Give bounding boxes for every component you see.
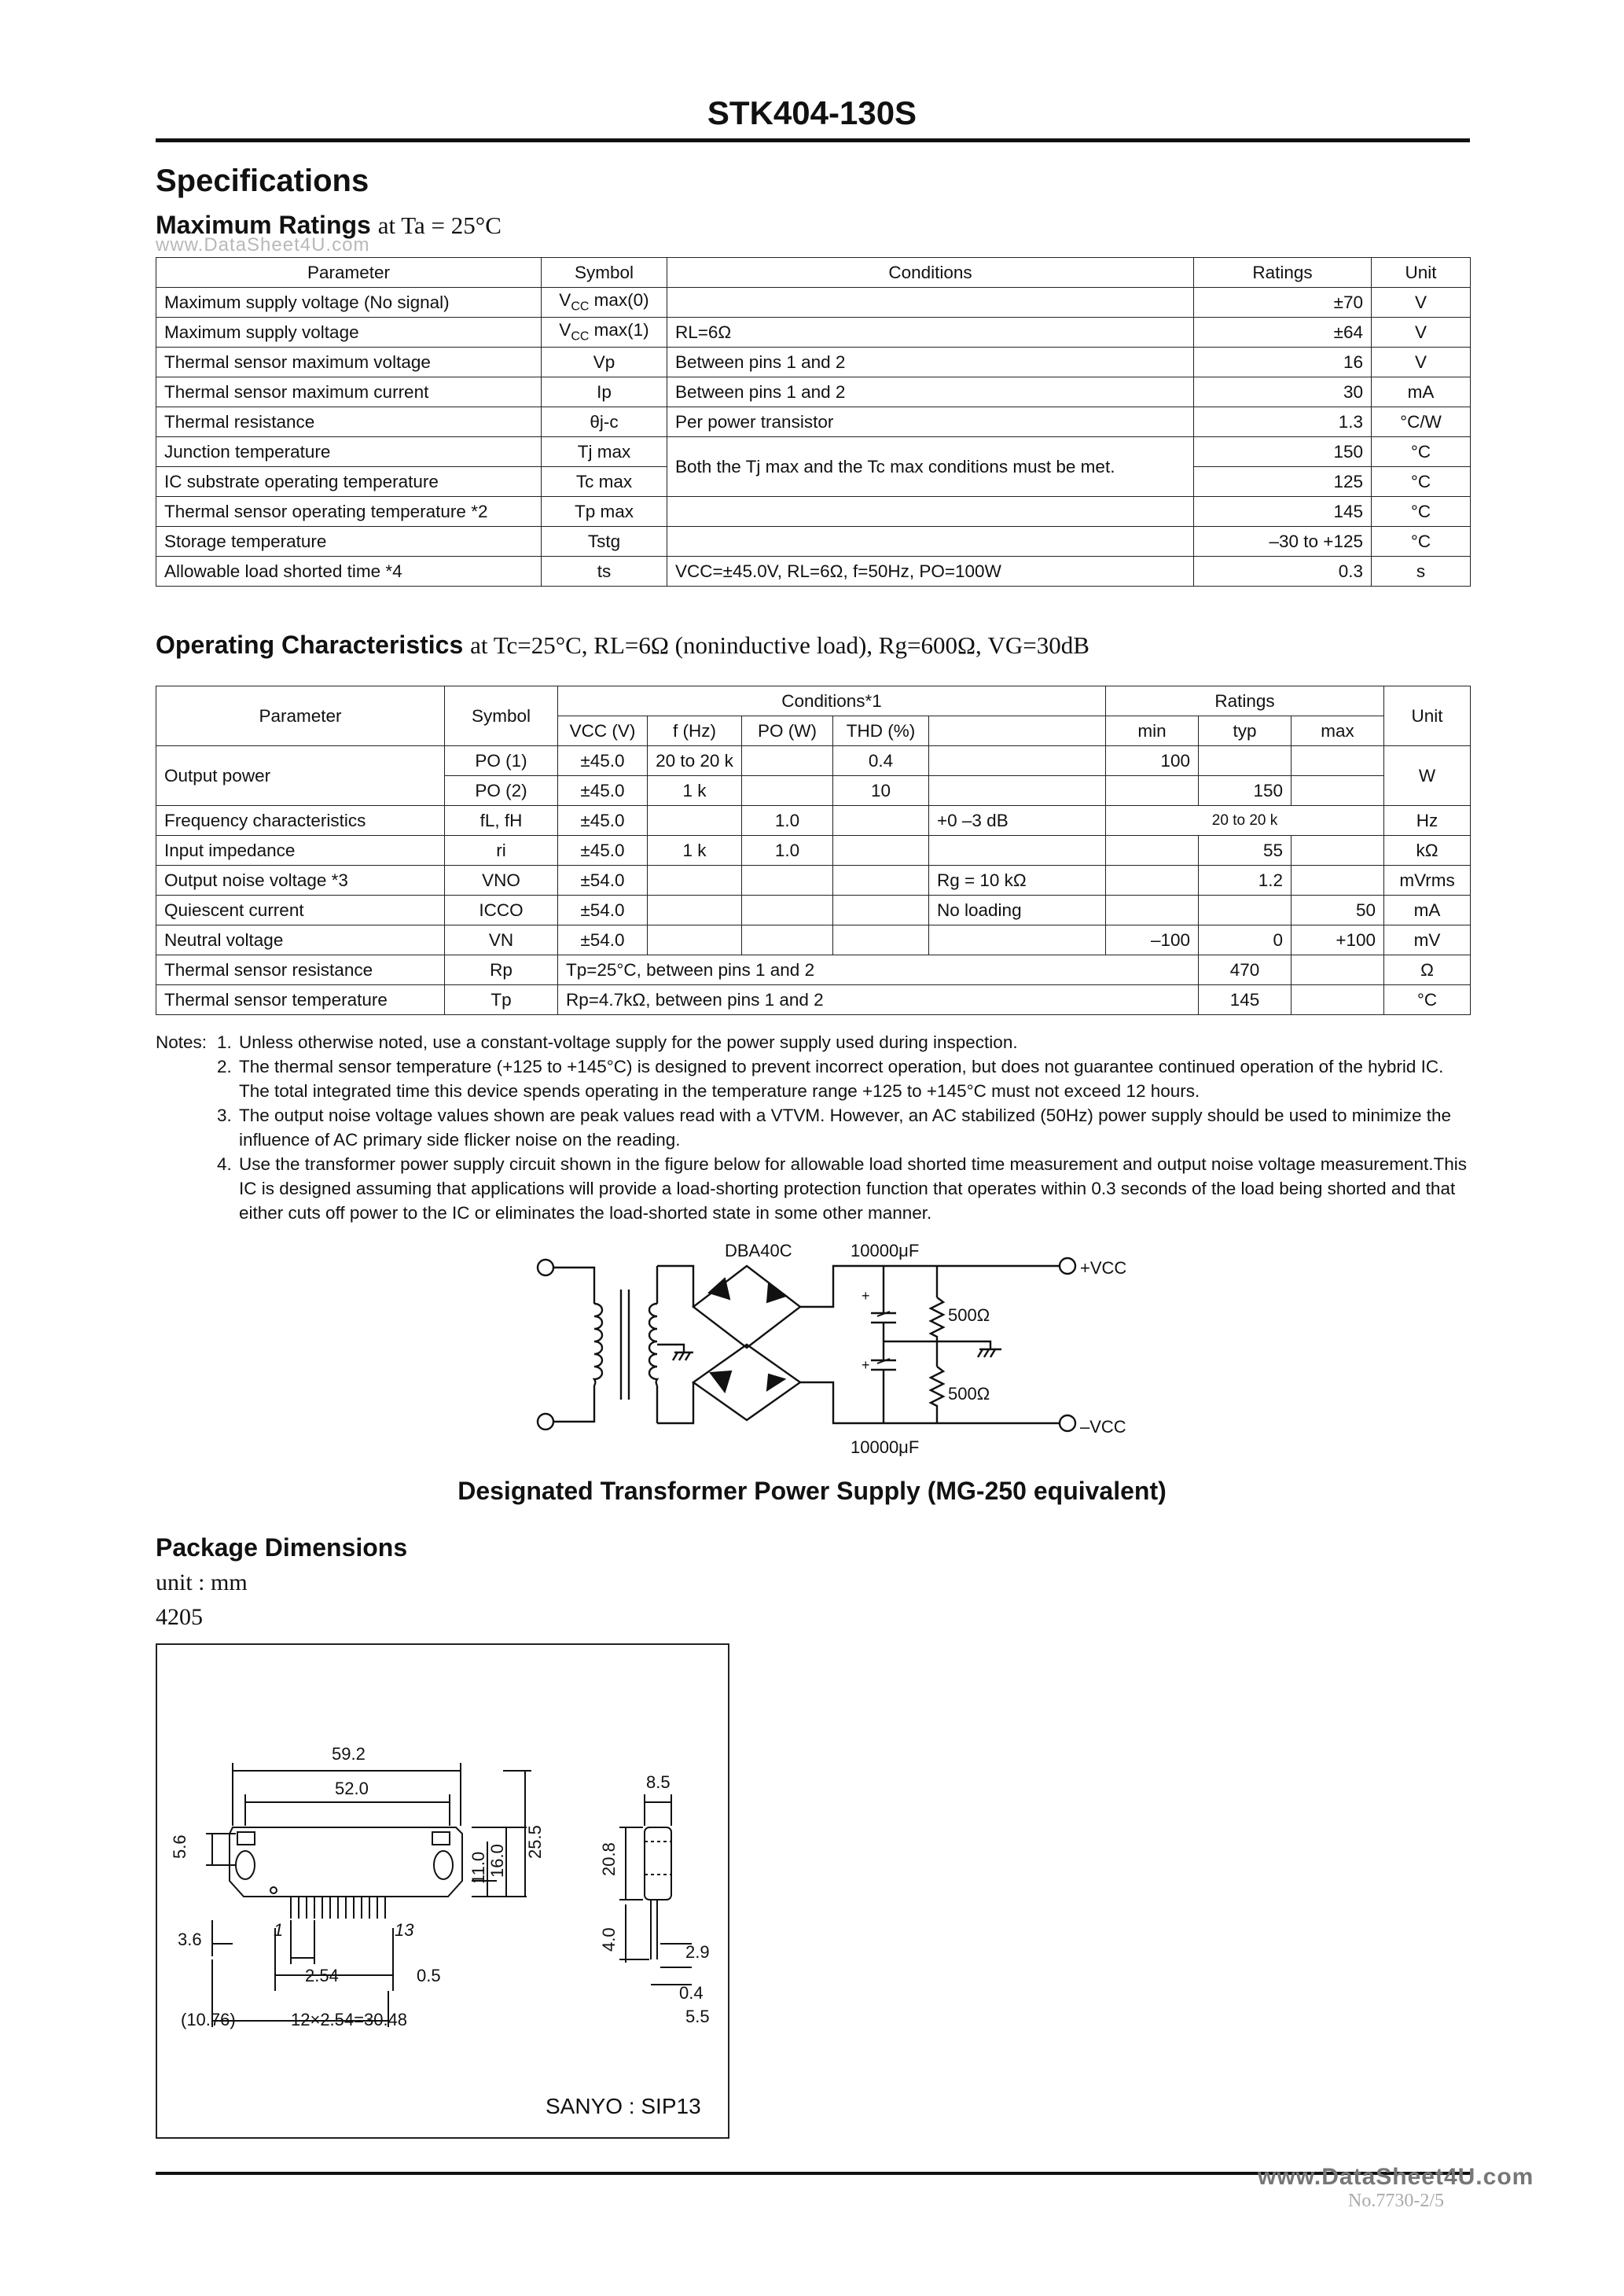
col-header-thd: THD (%)	[833, 716, 929, 746]
cell-max	[1291, 985, 1384, 1015]
cell-conditions	[667, 497, 1194, 527]
dim-label: 12×2.54=30.48	[291, 2010, 408, 2029]
cell-symbol	[542, 348, 667, 377]
cell-po	[742, 896, 833, 925]
note-text: Use the transformer power supply circuit shown in the figure below for allowable load shorted time measurement and output noise voltage measurement.This IC is designed assuming that applications will provide a load-shorting protection function that operates within 0.3 seconds of the load being shorted and that either cuts off power to the IC or eliminates the load-shorted state in some other manner.	[239, 1154, 1468, 1223]
cell-symbol: ri	[445, 836, 558, 866]
cell-thd	[833, 896, 929, 925]
cell-vcc: ±45.0	[558, 836, 648, 866]
note-text: The output noise voltage values shown are peak values read with a VTVM. However, an AC stabilized (50Hz) power supply should be used to minimize the influence of AC primary side flicker noise on the reading.	[239, 1106, 1452, 1150]
cell-unit: °C	[1372, 527, 1471, 557]
table-row	[156, 497, 1471, 527]
col-header-unit: Unit	[1384, 686, 1471, 746]
symbol-main: V	[559, 320, 571, 340]
dim-label: 5.6	[170, 1834, 189, 1859]
cell-symbol	[542, 437, 667, 467]
watermark-text: www.DataSheet4U.com	[156, 234, 370, 256]
cell-vcc: ±54.0	[558, 896, 648, 925]
cell-unit: Hz	[1384, 806, 1471, 836]
cell-parameter: Output noise voltage *3	[156, 866, 445, 896]
part-number-title: STK404-130S	[707, 94, 917, 131]
note-indent	[156, 1152, 217, 1225]
table-row	[156, 836, 1471, 866]
table-row	[156, 527, 1471, 557]
cell-conditions: Tp=25°C, between pins 1 and 2	[558, 955, 1199, 985]
ac-input-terminal	[538, 1414, 553, 1429]
cell-symbol: PO (2)	[445, 776, 558, 806]
package-name: SANYO : SIP13	[546, 2094, 701, 2118]
table-header-row	[156, 686, 1471, 716]
dim-label: (10.76)	[181, 2010, 236, 2029]
document-number: No.7730-2/5	[1348, 2191, 1444, 2211]
cell-symbol: PO (1)	[445, 746, 558, 776]
cell-unit: °C	[1372, 497, 1471, 527]
cell-min: 100	[1106, 746, 1199, 776]
cell-rating: 150	[1194, 437, 1372, 467]
col-header-unit: Unit	[1372, 258, 1471, 288]
cell-extra-condition: +0 –3 dB	[929, 806, 1106, 836]
cell-parameter: IC substrate operating temperature	[156, 467, 542, 497]
cell-po	[742, 866, 833, 896]
cell-vcc: ±45.0	[558, 746, 648, 776]
table-row	[156, 318, 1471, 348]
cell-conditions: Between pins 1 and 2	[667, 377, 1194, 407]
cell-symbol: VNO	[445, 866, 558, 896]
cell-typ: 150	[1199, 776, 1291, 806]
col-header-conditions: Conditions*1	[558, 686, 1106, 716]
symbol-main: V	[559, 290, 571, 311]
note-item	[156, 1030, 1476, 1054]
cell-parameter: Frequency characteristics	[156, 806, 445, 836]
res-top-label: 500Ω	[948, 1305, 990, 1325]
op-char-condition: at Tc=25°C, RL=6Ω (noninductive load), Rg=600Ω, VG=30dB	[470, 631, 1089, 659]
cell-f	[648, 925, 742, 955]
cell-f	[648, 896, 742, 925]
table-row	[156, 925, 1471, 955]
cap-top-label: 10000μF	[851, 1241, 920, 1260]
cell-parameter: Input impedance	[156, 836, 445, 866]
col-header-po: PO (W)	[742, 716, 833, 746]
cap-polarity-plus: +	[862, 1357, 870, 1373]
symbol-main: θj-c	[590, 411, 619, 432]
cell-min: –100	[1106, 925, 1199, 955]
col-header-parameter: Parameter	[156, 686, 445, 746]
pin-label: 13	[395, 1920, 414, 1940]
table-row	[156, 866, 1471, 896]
op-char-heading	[156, 631, 1089, 660]
cell-parameter: Thermal resistance	[156, 407, 542, 437]
symbol-main: Tstg	[587, 531, 621, 551]
col-header-parameter: Parameter	[156, 258, 542, 288]
cell-typ: 20 to 20 k	[1106, 806, 1384, 836]
dim-label: 5.5	[685, 2007, 710, 2026]
cell-symbol	[542, 527, 667, 557]
cell-thd: 10	[833, 776, 929, 806]
cell-min	[1106, 836, 1199, 866]
cell-parameter: Thermal sensor resistance	[156, 955, 445, 985]
cell-max: 50	[1291, 896, 1384, 925]
cell-min	[1106, 866, 1199, 896]
note-text: The thermal sensor temperature (+125 to +145°C) is designed to prevent incorrect operation, but does not guarantee continued operation of the hybrid IC. The total integrated time this device spends operating in the temperature range +125 to +145°C must not exceed 12 hours.	[239, 1057, 1444, 1101]
cell-parameter: Junction temperature	[156, 437, 542, 467]
col-header-conditions: Conditions	[667, 258, 1194, 288]
cell-f	[648, 806, 742, 836]
symbol-suffix: max(1)	[589, 320, 649, 340]
notes-label: Notes:	[156, 1032, 208, 1052]
res-bottom-label: 500Ω	[948, 1384, 990, 1404]
cell-parameter: Thermal sensor operating temperature *2	[156, 497, 542, 527]
cell-extra-condition: No loading	[929, 896, 1106, 925]
symbol-suffix: max(0)	[589, 290, 649, 311]
note-item	[156, 1152, 1476, 1225]
cell-symbol	[542, 497, 667, 527]
package-drawing-frame	[156, 1643, 729, 2139]
cell-extra-condition	[929, 746, 1106, 776]
cell-unit: °C/W	[1372, 407, 1471, 437]
cell-conditions	[667, 527, 1194, 557]
dim-label: 52.0	[335, 1779, 369, 1798]
cell-unit: V	[1372, 348, 1471, 377]
cell-symbol	[542, 407, 667, 437]
dim-label: 20.8	[599, 1842, 619, 1876]
cell-vcc: ±45.0	[558, 776, 648, 806]
cell-po	[742, 925, 833, 955]
cell-unit: V	[1372, 318, 1471, 348]
transformer-secondary	[649, 1266, 657, 1423]
cell-max	[1291, 866, 1384, 896]
cell-symbol: ICCO	[445, 896, 558, 925]
cell-rating: ±64	[1194, 318, 1372, 348]
cell-f: 1 k	[648, 836, 742, 866]
cell-f: 1 k	[648, 776, 742, 806]
cell-typ: 1.2	[1199, 866, 1291, 896]
note-indent	[156, 1103, 217, 1152]
cell-po: 1.0	[742, 806, 833, 836]
cell-max	[1291, 836, 1384, 866]
cell-unit: mV	[1384, 925, 1471, 955]
dim-label: 3.6	[178, 1930, 202, 1949]
cell-parameter: Output power	[156, 746, 445, 806]
cell-symbol: fL, fH	[445, 806, 558, 836]
cell-parameter: Thermal sensor maximum current	[156, 377, 542, 407]
cap-bottom-label: 10000μF	[851, 1437, 920, 1457]
cell-vcc: ±45.0	[558, 806, 648, 836]
vcc-pos-terminal	[1060, 1258, 1075, 1274]
cell-f: 20 to 20 k	[648, 746, 742, 776]
cell-unit: °C	[1372, 437, 1471, 467]
cell-conditions: Between pins 1 and 2	[667, 348, 1194, 377]
max-ratings-title: Maximum Ratings	[156, 211, 371, 239]
footer-watermark: www.DataSheet4U.com	[1258, 2164, 1534, 2190]
cell-max	[1291, 776, 1384, 806]
symbol-main: Tj max	[577, 441, 631, 462]
cell-symbol: VN	[445, 925, 558, 955]
section-title: Specifications	[156, 164, 369, 198]
bridge-label: DBA40C	[725, 1241, 792, 1260]
cell-symbol	[542, 377, 667, 407]
cell-conditions	[667, 288, 1194, 318]
table-row	[156, 377, 1471, 407]
cell-rating: ±70	[1194, 288, 1372, 318]
col-header-extra	[929, 716, 1106, 746]
vcc-neg-label: –VCC	[1080, 1417, 1126, 1437]
cell-max	[1291, 955, 1384, 985]
note-number: 1.	[217, 1032, 232, 1052]
cell-parameter: Allowable load shorted time *4	[156, 557, 542, 587]
cell-unit: mA	[1384, 896, 1471, 925]
circuit-caption: Designated Transformer Power Supply (MG-250 equivalent)	[457, 1477, 1167, 1505]
cell-conditions: Per power transistor	[667, 407, 1194, 437]
cell-vcc: ±54.0	[558, 925, 648, 955]
dim-label: 8.5	[646, 1772, 671, 1792]
package-code: 4205	[156, 1604, 203, 1630]
cell-thd	[833, 836, 929, 866]
cell-max	[1291, 746, 1384, 776]
note-indent	[156, 1054, 217, 1103]
ac-input-terminal	[538, 1260, 553, 1275]
cell-typ: 0	[1199, 925, 1291, 955]
cell-po	[742, 776, 833, 806]
cell-symbol: Rp	[445, 955, 558, 985]
dim-label: 11.0	[468, 1851, 488, 1884]
vcc-pos-label: +VCC	[1080, 1258, 1127, 1278]
col-header-max: max	[1291, 716, 1384, 746]
cell-rating: 0.3	[1194, 557, 1372, 587]
cell-parameter: Thermal sensor temperature	[156, 985, 445, 1015]
symbol-main: Tp max	[574, 501, 634, 521]
diode-icon	[767, 1374, 784, 1390]
op-char-title: Operating Characteristics	[156, 631, 464, 659]
cell-extra-condition	[929, 925, 1106, 955]
col-header-min: min	[1106, 716, 1199, 746]
cell-po: 1.0	[742, 836, 833, 866]
cell-typ: 470	[1199, 955, 1291, 985]
package-unit: unit : mm	[156, 1569, 248, 1595]
cell-typ: 55	[1199, 836, 1291, 866]
cell-parameter: Neutral voltage	[156, 925, 445, 955]
col-header-ratings: Ratings	[1106, 686, 1384, 716]
table-row	[156, 985, 1471, 1015]
cell-thd	[833, 925, 929, 955]
table-row	[156, 348, 1471, 377]
cell-unit: s	[1372, 557, 1471, 587]
cell-thd: 0.4	[833, 746, 929, 776]
cell-unit: W	[1384, 746, 1471, 806]
cell-parameter: Storage temperature	[156, 527, 542, 557]
cell-conditions: Both the Tj max and the Tc max conditions must be met.	[667, 437, 1194, 497]
dim-label: 2.9	[685, 1942, 710, 1962]
package-side-view	[645, 1827, 671, 1900]
cell-typ	[1199, 746, 1291, 776]
dim-label: 4.0	[599, 1927, 619, 1952]
cell-f	[648, 866, 742, 896]
cell-rating: 30	[1194, 377, 1372, 407]
table-row	[156, 288, 1471, 318]
note-item	[156, 1054, 1476, 1103]
cell-extra-condition	[929, 836, 1106, 866]
package-drawing	[157, 1645, 729, 2139]
cell-unit: mA	[1372, 377, 1471, 407]
cell-thd	[833, 806, 929, 836]
cell-unit: V	[1372, 288, 1471, 318]
dim-label: 2.54	[305, 1966, 339, 1985]
cell-po	[742, 746, 833, 776]
header-rule	[156, 138, 1470, 142]
cell-symbol: Tp	[445, 985, 558, 1015]
table-row	[156, 955, 1471, 985]
table-row	[156, 896, 1471, 925]
cell-unit: kΩ	[1384, 836, 1471, 866]
col-header-f: f (Hz)	[648, 716, 742, 746]
cell-min	[1106, 776, 1199, 806]
symbol-main: Ip	[597, 381, 612, 402]
table-row	[156, 557, 1471, 587]
cell-unit: mVrms	[1384, 866, 1471, 896]
package-pins	[291, 1897, 385, 1919]
package-title: Package Dimensions	[156, 1533, 408, 1562]
transformer-primary	[594, 1304, 602, 1385]
cell-thd	[833, 866, 929, 896]
cap-polarity-plus: +	[862, 1288, 870, 1304]
cell-vcc: ±54.0	[558, 866, 648, 896]
symbol-main: ts	[597, 561, 612, 581]
note-item	[156, 1103, 1476, 1152]
package-body	[230, 1827, 462, 1897]
cell-parameter: Thermal sensor maximum voltage	[156, 348, 542, 377]
cell-rating: 145	[1194, 497, 1372, 527]
cell-symbol	[542, 557, 667, 587]
notes	[156, 1030, 1476, 1225]
symbol-sub: CC	[571, 300, 590, 314]
cell-typ: 145	[1199, 985, 1291, 1015]
cell-rating: 125	[1194, 467, 1372, 497]
cell-conditions: Rp=4.7kΩ, between pins 1 and 2	[558, 985, 1199, 1015]
note-number: 3.	[217, 1106, 232, 1125]
table-row	[156, 437, 1471, 467]
table-row	[156, 746, 1471, 776]
cell-extra-condition: Rg = 10 kΩ	[929, 866, 1106, 896]
max-ratings-table	[156, 257, 1471, 587]
symbol-main: Vp	[593, 351, 615, 372]
vcc-neg-terminal	[1060, 1415, 1075, 1431]
col-header-vcc: VCC (V)	[558, 716, 648, 746]
dim-label: 16.0	[487, 1844, 507, 1878]
cell-unit: Ω	[1384, 955, 1471, 985]
table-header-row	[156, 258, 1471, 288]
symbol-sub: CC	[571, 329, 590, 344]
cell-symbol	[542, 288, 667, 318]
cell-min	[1106, 896, 1199, 925]
dim-label: 59.2	[332, 1744, 366, 1764]
cell-typ	[1199, 896, 1291, 925]
max-ratings-condition: at Ta = 25°C	[377, 212, 502, 239]
cell-symbol	[542, 318, 667, 348]
cell-parameter: Maximum supply voltage (No signal)	[156, 288, 542, 318]
cell-parameter: Maximum supply voltage	[156, 318, 542, 348]
cell-unit: °C	[1384, 985, 1471, 1015]
cell-symbol	[542, 467, 667, 497]
cell-unit: °C	[1372, 467, 1471, 497]
note-number: 4.	[217, 1154, 232, 1174]
cell-conditions: VCC=±45.0V, RL=6Ω, f=50Hz, PO=100W	[667, 557, 1194, 587]
cell-rating: 1.3	[1194, 407, 1372, 437]
table-row	[156, 806, 1471, 836]
note-number: 2.	[217, 1057, 232, 1076]
col-header-ratings: Ratings	[1194, 258, 1372, 288]
cell-conditions: RL=6Ω	[667, 318, 1194, 348]
dim-label: 0.4	[679, 1983, 704, 2003]
cell-rating: 16	[1194, 348, 1372, 377]
col-header-symbol: Symbol	[445, 686, 558, 746]
note-text: Unless otherwise noted, use a constant-voltage supply for the power supply used during inspection.	[239, 1032, 1018, 1052]
diode-icon	[711, 1371, 731, 1392]
col-header-symbol: Symbol	[542, 258, 667, 288]
cell-parameter: Quiescent current	[156, 896, 445, 925]
op-char-table	[156, 686, 1471, 1015]
power-supply-circuit	[519, 1234, 1127, 1463]
col-header-typ: typ	[1199, 716, 1291, 746]
dim-label: 25.5	[525, 1825, 545, 1859]
dim-label: 0.5	[417, 1966, 441, 1985]
cell-rating: –30 to +125	[1194, 527, 1372, 557]
table-row	[156, 407, 1471, 437]
cell-max: +100	[1291, 925, 1384, 955]
pin-label: 1	[274, 1920, 284, 1940]
symbol-main: Tc max	[575, 471, 633, 491]
cell-extra-condition	[929, 776, 1106, 806]
